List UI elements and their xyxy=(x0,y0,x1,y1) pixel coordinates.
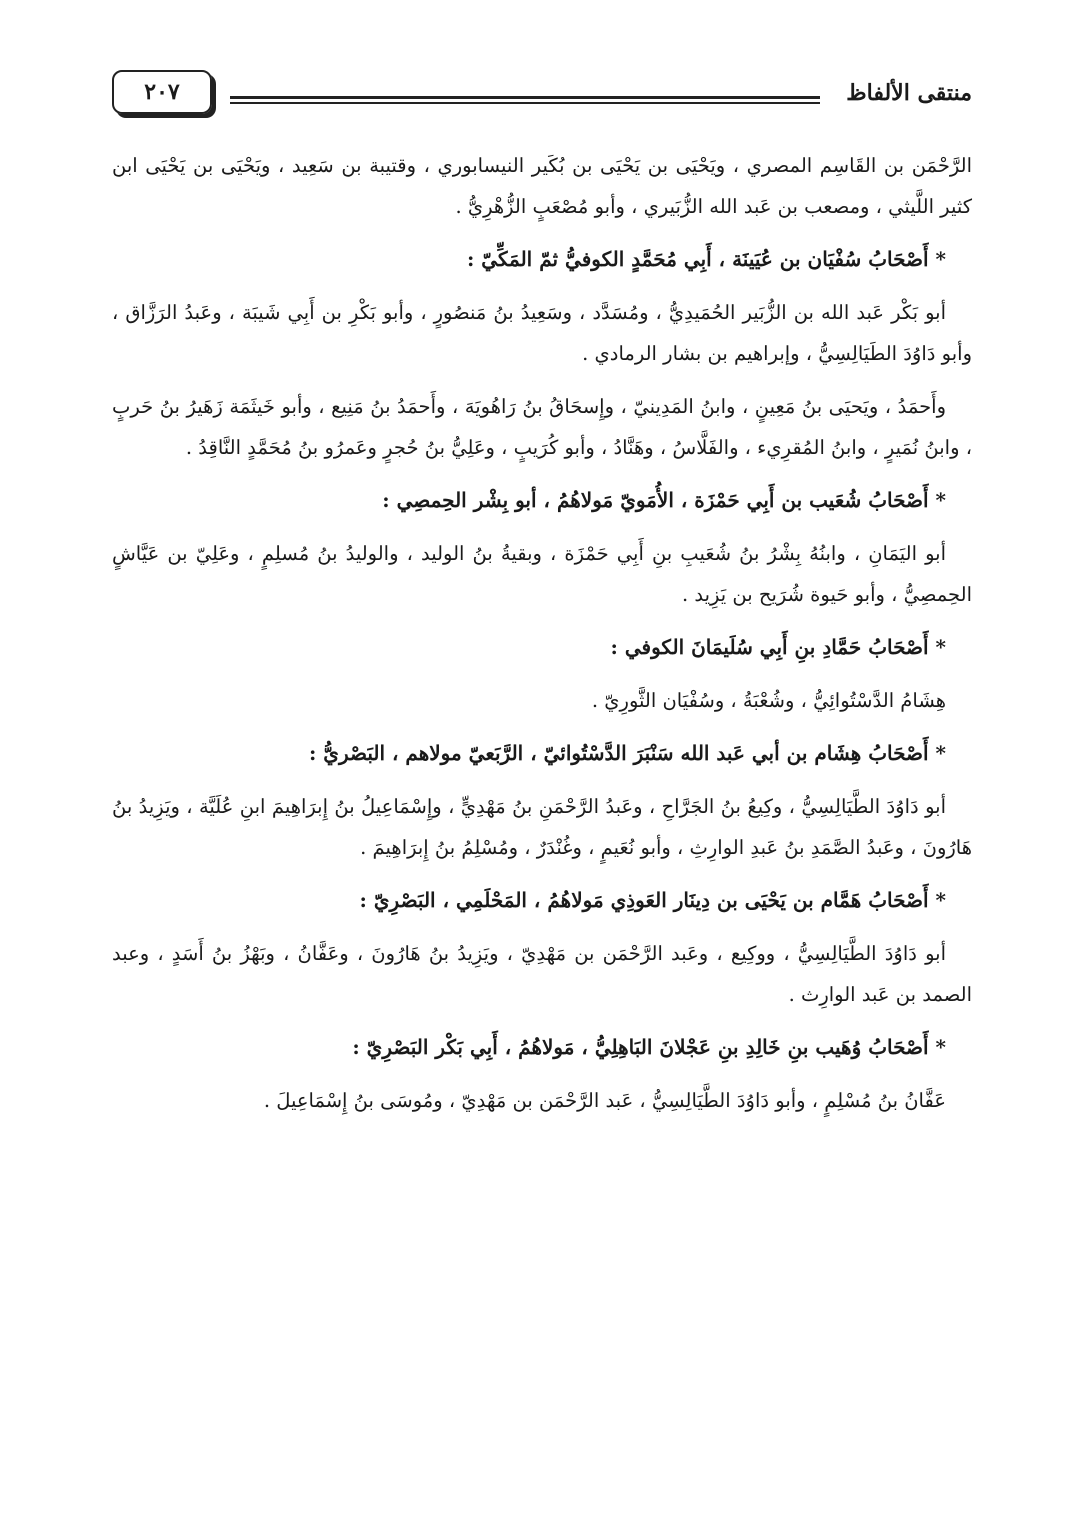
section-heading: * أَصْحَابُ سُفْيَان بن عُيَينَة ، أَبِي مُحَمَّدٍ الكوفيُّ ثمّ المَكِّيّ : xyxy=(466,247,946,271)
page-number-frame xyxy=(112,70,212,114)
paragraph: الرَّحْمَن بن القَاسِم المصري ، ويَحْيَى بن يَحْيَى بن بُكَير النيسابوري ، وقتيبة بن سَعِيد ، ويَحْيَى بن يَحْيَى ابن كثير اللَّيثي ، ومصعب بن عَبد الله الزُّبَيري ، وأبو مُصْعَبٍ الزُّهْرِيُّ . xyxy=(112,154,972,218)
section-heading: * أَصْحَابُ حَمَّادِ بنِ أَبِي سُلَيمَانَ الكوفي : xyxy=(610,635,946,659)
running-title: منتقى الألفاظ xyxy=(846,80,972,106)
page-header xyxy=(112,70,972,126)
paragraph: أبو دَاوُدَ الطَّيَالِسِيُّ ، ووكِيع ، وعَبد الرَّحْمَن بن مَهْدِيّ ، ويَزِيدُ بنُ هَارُونَ ، وعَفَّانُ ، وبَهْزُ بنُ أَسَدٍ ، وعبد الصمد بن عَبد الوارِث . xyxy=(112,942,972,1006)
paragraph: هِشَامُ الدَّسْتُوائِيُّ ، وشُعْبَةُ ، وسُفْيَان الثَّورِيّ . xyxy=(591,689,946,712)
paragraph: وأَحمَدُ ، ويَحيَى بنُ مَعِينٍ ، وابنُ المَدِينيّ ، وإِسحَاقُ بنُ رَاهُويَهَ ، وأَحمَدُ بنُ مَنِيع ، وأبو خَيثَمَة زَهَيرُ بنُ حَربٍ ، وابنُ نُمَيرٍ ، وابنُ المُقرِيء ، والفَلَّاسُ ، وهَنَّادُ ، وأبو كُرَيبٍ ، وعَلِيُّ بنُ حُجرٍ وعَمرُو بنُ مُحَمَّدٍ النَّاقِدُ . xyxy=(112,395,972,459)
section-heading: * أَصْحَابُ هِشَام بن أبي عَبد الله سَنْبَرَ الدَّسْتُوائيّ ، الرَّبَعيّ مولاهم ، البَصْريُّ : xyxy=(308,741,946,765)
header-divider xyxy=(230,96,820,104)
paragraph: أبو اليَمَانِ ، وابنُهُ بِشْرُ بنُ شُعَيبِ بنِ أَبِي حَمْزَة ، وبقيةُ بنُ الوليد ، والوليدُ بنُ مُسلِمٍ ، وعَلِيّ بن عَيَّاشٍ الحِمصِيُّ ، وأبو حَيوة شُرَيح بن يَزِيد . xyxy=(112,542,972,606)
section-heading: * أَصْحَابُ هَمَّام بن يَحْيَى بن دِينَار العَوذِي مَولاهُمُ ، المَحْلَمِي ، البَصْرِيّ : xyxy=(359,888,946,912)
page-number: ٢٠٧ xyxy=(144,79,180,105)
section-heading: * أَصْحَابُ شُعَيب بن أَبِي حَمْزَة ، الأُمَويّ مَولاهُمُ ، أبو بِشْر الحِمصِي : xyxy=(382,488,946,512)
paragraph: أبو دَاوُدَ الطَّيَالِسِيُّ ، وكِيعُ بنُ الجَرَّاحِ ، وعَبدُ الرَّحْمَنِ بنُ مَهْدِيٍّ ، وإِسْمَاعِيلُ بنُ إِبرَاهِيمَ ابنِ عُلَيَّة ، ويَزِيدُ بنُ هَارُونَ ، وعَبدُ الصَّمَدِ بنُ عَبدِ الوارِثِ ، وأبو نُعَيمٍ ، وغُنْدَرٌ ، ومُسْلِمُ بنُ إِبرَاهِيمَ . xyxy=(112,795,972,859)
paragraph: أبو بَكْر عَبد الله بن الزُّبَير الحُمَيدِيُّ ، ومُسَدَّد ، وسَعِيدُ بنُ مَنصُورٍ ، وأبو بَكْرِ بن أَبِي شَيبَة ، وعَبدُ الرَزَّاق ، وأبو دَاوُدَ الطَيَالِسِيُّ ، وإبراهيم بن بشار الرمادي . xyxy=(112,301,972,365)
section-heading: * أَصْحَابُ وُهَيب بنِ خَالِدِ بنِ عَجْلانَ البَاهِلِيُّ ، مَولاهُمُ ، أَبِي بَكْر البَصْرِيّ : xyxy=(352,1035,946,1059)
page-body xyxy=(112,145,972,1133)
paragraph: عَفَّانُ بنُ مُسْلِمٍ ، وأبو دَاوُدَ الطَّيَالِسِيُّ ، عَبد الرَّحْمَن بن مَهْدِيّ ، ومُوسَى بنُ إِسْمَاعِيلَ . xyxy=(263,1089,946,1112)
